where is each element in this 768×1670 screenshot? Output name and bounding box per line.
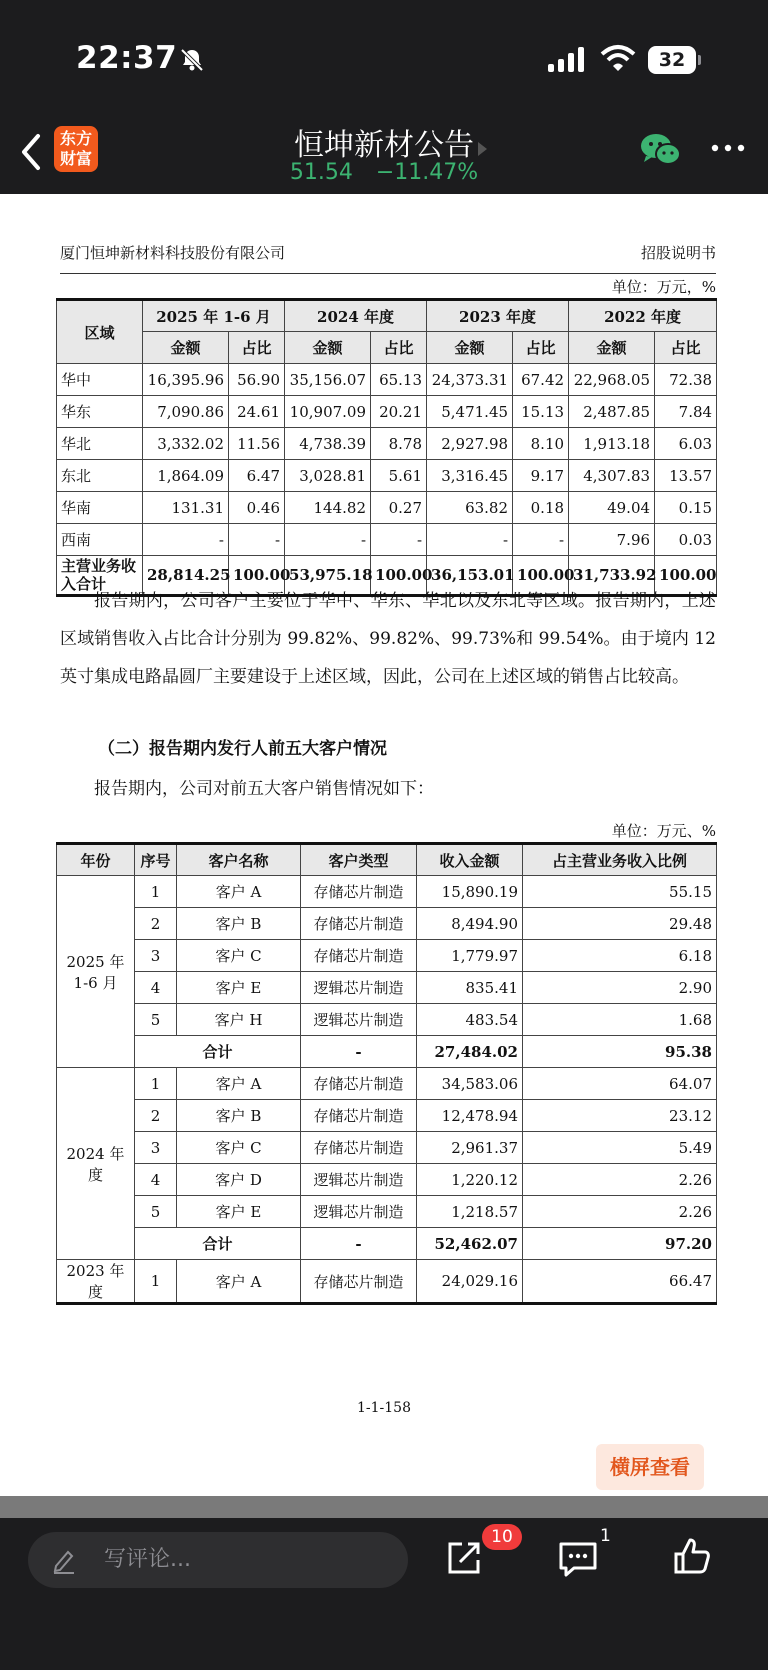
value-cell: 7.96 <box>569 524 655 556</box>
type-cell: 存储芯片制造 <box>301 1068 417 1100</box>
total-label-line: 主营业务收 <box>61 557 137 575</box>
battery-tip <box>698 55 701 65</box>
stock-change: −11.47% <box>375 160 479 185</box>
ratio-cell: 29.48 <box>523 908 717 940</box>
type-cell: 存储芯片制造 <box>301 908 417 940</box>
ratio-cell: 2.26 <box>523 1196 717 1228</box>
customer-cell: 客户 A <box>177 876 301 908</box>
value-cell: 0.18 <box>513 492 569 524</box>
year-header: 2022 年度 <box>569 300 717 332</box>
value-cell: 24.61 <box>229 396 285 428</box>
customer-cell: 客户 E <box>177 972 301 1004</box>
value-cell: 5,471.45 <box>427 396 513 428</box>
type-cell: 存储芯片制造 <box>301 1100 417 1132</box>
customer-cell: 客户 A <box>177 1260 301 1304</box>
chevron-right-icon[interactable] <box>478 142 487 156</box>
pen-icon <box>50 1546 78 1574</box>
total-ratio-cell: 95.38 <box>523 1036 717 1068</box>
top-customers-table <box>56 842 717 1305</box>
cellular-signal-icon <box>548 46 588 74</box>
value-cell: 63.82 <box>427 492 513 524</box>
table-row <box>57 492 717 524</box>
status-time: 22:37 <box>76 40 178 76</box>
table-row <box>57 428 717 460</box>
value-cell: 11.56 <box>229 428 285 460</box>
amount-header: 金额 <box>427 332 513 364</box>
total-cell: 100.00 <box>513 556 569 596</box>
customer-cell: 客户 C <box>177 1132 301 1164</box>
type-cell: 存储芯片制造 <box>301 876 417 908</box>
value-cell: 8.10 <box>513 428 569 460</box>
value-cell: 24,373.31 <box>427 364 513 396</box>
type-cell: 存储芯片制造 <box>301 1260 417 1304</box>
revenue-cell: 24,029.16 <box>417 1260 523 1304</box>
doc-type: 招股说明书 <box>640 244 716 262</box>
index-cell: 1 <box>135 876 177 908</box>
col-header-ratio: 占主营业务收入比例 <box>523 844 717 876</box>
value-cell: 6.03 <box>655 428 717 460</box>
nav-bar <box>0 120 768 194</box>
customer-cell: 客户 H <box>177 1004 301 1036</box>
value-cell: 3,316.45 <box>427 460 513 492</box>
comment-input[interactable] <box>28 1532 408 1588</box>
index-cell: 4 <box>135 972 177 1004</box>
value-cell: 9.17 <box>513 460 569 492</box>
ratio-header: 占比 <box>229 332 285 364</box>
revenue-cell: 1,218.57 <box>417 1196 523 1228</box>
customer-cell: 客户 C <box>177 940 301 972</box>
table-row <box>57 1132 717 1164</box>
value-cell: 13.57 <box>655 460 717 492</box>
type-cell: 存储芯片制造 <box>301 1132 417 1164</box>
index-cell: 1 <box>135 1260 177 1304</box>
index-cell: 4 <box>135 1164 177 1196</box>
value-cell: 20.21 <box>371 396 427 428</box>
ratio-header: 占比 <box>655 332 717 364</box>
value-cell: - <box>513 524 569 556</box>
table-row <box>57 1068 717 1100</box>
value-cell: 7.84 <box>655 396 717 428</box>
value-cell: 2,927.98 <box>427 428 513 460</box>
index-cell: 5 <box>135 1196 177 1228</box>
paragraph-region-summary: 报告期内，公司客户主要位于华中、华东、华北以及东北等区域。报告期内，上述区域销售收入占比合计分别为 99.82%、99.82%、99.73%和 99.54%。由于境内 12 英寸集成电路晶圆厂主要建设于上述区域，因此，公司在上述区域的销售占比较高。 <box>60 591 716 687</box>
scroll-divider <box>0 1496 768 1518</box>
status-bar <box>0 0 768 120</box>
region-header: 区域 <box>57 300 143 364</box>
ratio-cell: 6.18 <box>523 940 717 972</box>
page-number: 1-1-158 <box>357 1400 411 1416</box>
type-cell: 逻辑芯片制造 <box>301 1164 417 1196</box>
logo-line-2: 财富 <box>59 149 92 168</box>
region-cell: 华南 <box>57 492 143 524</box>
bell-muted-icon <box>178 46 206 74</box>
year-header: 2024 年度 <box>285 300 427 332</box>
total-type-cell: - <box>301 1228 417 1260</box>
value-cell: - <box>371 524 427 556</box>
value-cell: 2,487.85 <box>569 396 655 428</box>
value-cell: 131.31 <box>143 492 229 524</box>
total-revenue-cell: 27,484.02 <box>417 1036 523 1068</box>
revenue-cell: 12,478.94 <box>417 1100 523 1132</box>
table-row <box>57 972 717 1004</box>
revenue-cell: 2,961.37 <box>417 1132 523 1164</box>
year-cell-line: 1-6 月 <box>73 973 118 992</box>
unit-label-2: 单位：万元、% <box>611 822 716 840</box>
table-row <box>57 460 717 492</box>
customer-cell: 客户 B <box>177 908 301 940</box>
wechat-share-icon[interactable] <box>640 132 682 168</box>
total-label: 合计 <box>135 1036 301 1068</box>
total-label-line: 入合计 <box>61 575 107 593</box>
year-cell <box>57 876 135 1068</box>
total-cell: 100.00 <box>655 556 717 596</box>
value-cell: 144.82 <box>285 492 371 524</box>
table-row <box>57 876 717 908</box>
region-revenue-table <box>56 298 717 597</box>
table-row <box>57 1164 717 1196</box>
comment-icon[interactable] <box>558 1540 598 1578</box>
col-header-year: 年份 <box>57 844 135 876</box>
ratio-cell: 2.26 <box>523 1164 717 1196</box>
stock-price: 51.54 <box>289 160 353 185</box>
revenue-cell: 8,494.90 <box>417 908 523 940</box>
ratio-cell: 1.68 <box>523 1004 717 1036</box>
wifi-icon <box>600 44 636 74</box>
ratio-header: 占比 <box>513 332 569 364</box>
value-cell: 1,864.09 <box>143 460 229 492</box>
value-cell: 8.78 <box>371 428 427 460</box>
value-cell: 3,332.02 <box>143 428 229 460</box>
total-cell: 28,814.25 <box>143 556 229 596</box>
region-cell: 东北 <box>57 460 143 492</box>
total-cell: 31,733.92 <box>569 556 655 596</box>
customer-cell: 客户 B <box>177 1100 301 1132</box>
table-row <box>57 524 717 556</box>
value-cell: - <box>427 524 513 556</box>
value-cell: 22,968.05 <box>569 364 655 396</box>
value-cell: 6.47 <box>229 460 285 492</box>
comment-placeholder: 写评论... <box>104 1547 191 1572</box>
value-cell: 67.42 <box>513 364 569 396</box>
share-count-badge: 10 <box>482 1524 522 1550</box>
revenue-cell: 483.54 <box>417 1004 523 1036</box>
region-cell: 华北 <box>57 428 143 460</box>
document-page[interactable] <box>0 194 768 1496</box>
value-cell: 56.90 <box>229 364 285 396</box>
revenue-cell: 15,890.19 <box>417 876 523 908</box>
customer-cell: 客户 A <box>177 1068 301 1100</box>
value-cell: 49.04 <box>569 492 655 524</box>
type-cell: 逻辑芯片制造 <box>301 1004 417 1036</box>
share-icon[interactable] <box>444 1538 484 1578</box>
value-cell: 4,307.83 <box>569 460 655 492</box>
revenue-cell: 1,220.12 <box>417 1164 523 1196</box>
table-row <box>57 940 717 972</box>
value-cell: - <box>285 524 371 556</box>
value-cell: 0.03 <box>655 524 717 556</box>
value-cell: 4,738.39 <box>285 428 371 460</box>
value-cell: 7,090.86 <box>143 396 229 428</box>
amount-header: 金额 <box>285 332 371 364</box>
col-header-customer: 客户名称 <box>177 844 301 876</box>
index-cell: 1 <box>135 1068 177 1100</box>
ratio-cell: 64.07 <box>523 1068 717 1100</box>
table-row <box>57 396 717 428</box>
value-cell: 65.13 <box>371 364 427 396</box>
total-row <box>57 1036 717 1068</box>
year-cell: 2024 年度 <box>57 1068 135 1260</box>
table-row <box>57 1196 717 1228</box>
col-header-type: 客户类型 <box>301 844 417 876</box>
value-cell: 0.46 <box>229 492 285 524</box>
company-name: 厦门恒坤新材料科技股份有限公司 <box>60 244 286 262</box>
year-cell-line: 2025 年 <box>66 952 125 971</box>
region-cell: 华东 <box>57 396 143 428</box>
total-ratio-cell: 97.20 <box>523 1228 717 1260</box>
total-type-cell: - <box>301 1036 417 1068</box>
ratio-cell: 2.90 <box>523 972 717 1004</box>
index-cell: 3 <box>135 1132 177 1164</box>
total-row <box>57 1228 717 1260</box>
total-cell: 100.00 <box>371 556 427 596</box>
value-cell: 1,913.18 <box>569 428 655 460</box>
paragraph-top-customers: 报告期内，公司对前五大客户销售情况如下： <box>94 779 434 799</box>
unit-label: 单位：万元，% <box>611 278 716 296</box>
total-cell: 53,975.18 <box>285 556 371 596</box>
section-title: （二）报告期内发行人前五大客户情况 <box>98 739 387 759</box>
value-cell: - <box>143 524 229 556</box>
total-revenue-cell: 52,462.07 <box>417 1228 523 1260</box>
amount-header: 金额 <box>569 332 655 364</box>
region-cell: 西南 <box>57 524 143 556</box>
value-cell: 72.38 <box>655 364 717 396</box>
comment-count: 1 <box>600 1526 611 1546</box>
index-cell: 5 <box>135 1004 177 1036</box>
ratio-cell: 5.49 <box>523 1132 717 1164</box>
battery-level: 32 <box>648 46 696 74</box>
ratio-cell: 66.47 <box>523 1260 717 1304</box>
revenue-cell: 1,779.97 <box>417 940 523 972</box>
index-cell: 3 <box>135 940 177 972</box>
total-cell: 100.00 <box>229 556 285 596</box>
amount-header: 金额 <box>143 332 229 364</box>
table-row <box>57 1100 717 1132</box>
customer-cell: 客户 E <box>177 1196 301 1228</box>
thumbs-up-icon[interactable] <box>672 1536 712 1576</box>
ratio-cell: 23.12 <box>523 1100 717 1132</box>
landscape-view-button[interactable]: 横屏查看 <box>596 1444 704 1490</box>
value-cell: 35,156.07 <box>285 364 371 396</box>
ratio-cell: 55.15 <box>523 876 717 908</box>
col-header-index: 序号 <box>135 844 177 876</box>
value-cell: 16,395.96 <box>143 364 229 396</box>
index-cell: 2 <box>135 1100 177 1132</box>
table-row <box>57 1004 717 1036</box>
bottom-bar <box>0 1518 768 1670</box>
logo-line-1: 东方 <box>59 129 92 148</box>
customer-cell: 客户 D <box>177 1164 301 1196</box>
year-header: 2023 年度 <box>427 300 569 332</box>
value-cell: 0.27 <box>371 492 427 524</box>
ratio-header: 占比 <box>371 332 427 364</box>
table-row <box>57 364 717 396</box>
value-cell: 0.15 <box>655 492 717 524</box>
total-label: 合计 <box>135 1228 301 1260</box>
value-cell: 15.13 <box>513 396 569 428</box>
value-cell: 5.61 <box>371 460 427 492</box>
value-cell: 3,028.81 <box>285 460 371 492</box>
col-header-revenue: 收入金额 <box>417 844 523 876</box>
value-cell: 10,907.09 <box>285 396 371 428</box>
type-cell: 存储芯片制造 <box>301 940 417 972</box>
type-cell: 逻辑芯片制造 <box>301 1196 417 1228</box>
type-cell: 逻辑芯片制造 <box>301 972 417 1004</box>
total-cell: 36,153.01 <box>427 556 513 596</box>
page-title: 恒坤新材公告 <box>294 128 474 163</box>
more-icon[interactable] <box>710 142 746 154</box>
year-cell: 2023 年度 <box>57 1260 135 1304</box>
table-row <box>57 1260 717 1304</box>
revenue-cell: 34,583.06 <box>417 1068 523 1100</box>
year-header: 2025 年 1-6 月 <box>143 300 285 332</box>
index-cell: 2 <box>135 908 177 940</box>
doc-header <box>60 242 716 274</box>
region-cell: 华中 <box>57 364 143 396</box>
revenue-cell: 835.41 <box>417 972 523 1004</box>
table-row <box>57 908 717 940</box>
value-cell: - <box>229 524 285 556</box>
